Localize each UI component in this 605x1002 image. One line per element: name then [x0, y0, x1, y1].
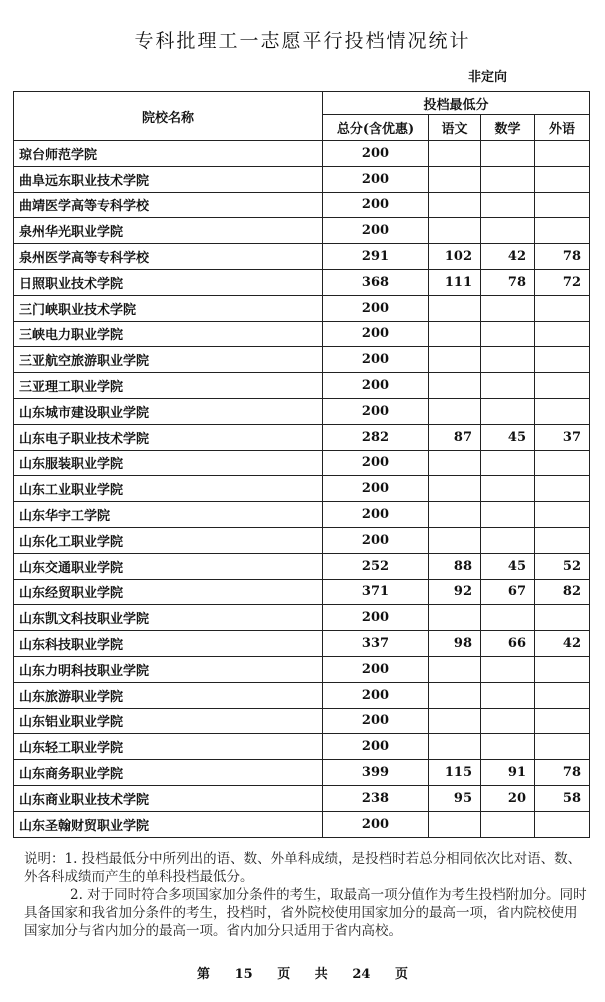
- english-score-cell: 58: [535, 785, 590, 811]
- footer-page-label: 第: [197, 967, 211, 982]
- chinese-score-cell: [429, 141, 481, 167]
- english-score-cell: [535, 476, 590, 502]
- school-name-cell: 山东化工职业学院: [14, 527, 323, 553]
- chinese-score-cell: [429, 811, 481, 837]
- chinese-score-cell: [429, 708, 481, 734]
- school-name-cell: 三亚理工职业学院: [14, 373, 323, 399]
- english-score-cell: [535, 708, 590, 734]
- total-score-cell: 337: [323, 631, 429, 657]
- english-score-cell: [535, 398, 590, 424]
- math-score-cell: [481, 502, 535, 528]
- header-math: 数学: [481, 115, 535, 141]
- school-name-cell: 山东经贸职业学院: [14, 579, 323, 605]
- total-score-cell: 282: [323, 424, 429, 450]
- math-score-cell: 45: [481, 424, 535, 450]
- table-row: [14, 321, 590, 347]
- english-score-cell: 37: [535, 424, 590, 450]
- math-score-cell: 67: [481, 579, 535, 605]
- table-row: [14, 811, 590, 837]
- table-row: [14, 476, 590, 502]
- page-footer: [0, 963, 605, 982]
- english-score-cell: [535, 527, 590, 553]
- math-score-cell: [481, 192, 535, 218]
- english-score-cell: [535, 347, 590, 373]
- table-row: [14, 734, 590, 760]
- math-score-cell: 42: [481, 244, 535, 270]
- table-row: [14, 244, 590, 270]
- table-row: [14, 398, 590, 424]
- school-name-cell: 泉州华光职业学院: [14, 218, 323, 244]
- table-row: [14, 502, 590, 528]
- math-score-cell: [481, 141, 535, 167]
- total-score-cell: 200: [323, 811, 429, 837]
- total-score-cell: 371: [323, 579, 429, 605]
- school-name-cell: 三门峡职业技术学院: [14, 295, 323, 321]
- english-score-cell: 82: [535, 579, 590, 605]
- chinese-score-cell: 115: [429, 760, 481, 786]
- math-score-cell: [481, 527, 535, 553]
- table-row: [14, 708, 590, 734]
- math-score-cell: [481, 218, 535, 244]
- school-name-cell: 山东凯文科技职业学院: [14, 605, 323, 631]
- table-row: [14, 192, 590, 218]
- math-score-cell: 78: [481, 269, 535, 295]
- english-score-cell: 52: [535, 553, 590, 579]
- chinese-score-cell: [429, 476, 481, 502]
- english-score-cell: [535, 605, 590, 631]
- table-row: [14, 527, 590, 553]
- total-score-cell: 399: [323, 760, 429, 786]
- total-score-cell: 200: [323, 527, 429, 553]
- table-row: [14, 166, 590, 192]
- table-row: [14, 450, 590, 476]
- total-score-cell: 252: [323, 553, 429, 579]
- english-score-cell: [535, 811, 590, 837]
- math-score-cell: [481, 373, 535, 399]
- chinese-score-cell: [429, 605, 481, 631]
- note-2: 2. 对于同时符合多项国家加分条件的考生，取最高一项分值作为考生投档附加分。同时具备国家和我省加分条件的考生，投档时，省外院校使用国家加分的最高一项，省内院校使用国家加分与省内加分的最高一项。省内加分只适用于省内高校。: [24, 887, 587, 939]
- school-name-cell: 曲靖医学高等专科学校: [14, 192, 323, 218]
- chinese-score-cell: 95: [429, 785, 481, 811]
- school-name-cell: 曲阜远东职业技术学院: [14, 166, 323, 192]
- chinese-score-cell: [429, 321, 481, 347]
- table-row: [14, 373, 590, 399]
- math-score-cell: [481, 166, 535, 192]
- table-row: [14, 269, 590, 295]
- header-min-score: 投档最低分: [323, 92, 590, 115]
- math-score-cell: 20: [481, 785, 535, 811]
- english-score-cell: [535, 218, 590, 244]
- english-score-cell: [535, 373, 590, 399]
- total-score-cell: 200: [323, 141, 429, 167]
- header-english: 外语: [535, 115, 590, 141]
- english-score-cell: [535, 141, 590, 167]
- total-score-cell: 200: [323, 321, 429, 347]
- header-chinese: 语文: [429, 115, 481, 141]
- english-score-cell: [535, 192, 590, 218]
- note-1: 说明：1. 投档最低分中所列出的语、数、外单科成绩，是投档时若总分相同依次比对语、数、外各科成绩而产生的单科投档最低分。: [24, 851, 582, 885]
- total-score-cell: 200: [323, 218, 429, 244]
- school-name-cell: 泉州医学高等专科学校: [14, 244, 323, 270]
- total-score-cell: 200: [323, 502, 429, 528]
- english-score-cell: [535, 321, 590, 347]
- total-score-cell: 200: [323, 192, 429, 218]
- school-name-cell: 日照职业技术学院: [14, 269, 323, 295]
- english-score-cell: [535, 450, 590, 476]
- table-row: [14, 682, 590, 708]
- math-score-cell: [481, 450, 535, 476]
- school-name-cell: 山东商务职业学院: [14, 760, 323, 786]
- document-title: 专科批理工一志愿平行投档情况统计: [134, 30, 471, 52]
- math-score-cell: [481, 476, 535, 502]
- notes: [24, 850, 590, 940]
- total-score-cell: 200: [323, 682, 429, 708]
- school-name-cell: 三亚航空旅游职业学院: [14, 347, 323, 373]
- total-score-cell: 200: [323, 398, 429, 424]
- chinese-score-cell: [429, 218, 481, 244]
- school-name-cell: 山东旅游职业学院: [14, 682, 323, 708]
- school-name-cell: 山东电子职业技术学院: [14, 424, 323, 450]
- english-score-cell: 78: [535, 244, 590, 270]
- math-score-cell: [481, 347, 535, 373]
- total-score-cell: 238: [323, 785, 429, 811]
- footer-total-number: 24: [352, 967, 371, 982]
- table-row: [14, 760, 590, 786]
- math-score-cell: 66: [481, 631, 535, 657]
- chinese-score-cell: 102: [429, 244, 481, 270]
- table-row: [14, 605, 590, 631]
- total-score-cell: 200: [323, 734, 429, 760]
- table-row: [14, 553, 590, 579]
- table-row: [14, 579, 590, 605]
- table-row: [14, 218, 590, 244]
- chinese-score-cell: 111: [429, 269, 481, 295]
- english-score-cell: 42: [535, 631, 590, 657]
- table-body: [14, 141, 590, 838]
- table-row: [14, 785, 590, 811]
- total-score-cell: 200: [323, 656, 429, 682]
- school-name-cell: 山东服装职业学院: [14, 450, 323, 476]
- english-score-cell: 72: [535, 269, 590, 295]
- chinese-score-cell: 88: [429, 553, 481, 579]
- total-score-cell: 200: [323, 605, 429, 631]
- math-score-cell: [481, 734, 535, 760]
- chinese-score-cell: [429, 682, 481, 708]
- school-name-cell: 山东商业职业技术学院: [14, 785, 323, 811]
- table-row: [14, 424, 590, 450]
- footer-total-label: 共: [314, 967, 328, 982]
- chinese-score-cell: [429, 502, 481, 528]
- school-name-cell: 山东轻工职业学院: [14, 734, 323, 760]
- table-row: [14, 656, 590, 682]
- total-score-cell: 200: [323, 708, 429, 734]
- chinese-score-cell: [429, 656, 481, 682]
- chinese-score-cell: [429, 527, 481, 553]
- total-score-cell: 200: [323, 476, 429, 502]
- chinese-score-cell: [429, 166, 481, 192]
- total-score-cell: 368: [323, 269, 429, 295]
- total-score-cell: 200: [323, 450, 429, 476]
- math-score-cell: [481, 811, 535, 837]
- chinese-score-cell: [429, 398, 481, 424]
- admission-table: [13, 91, 590, 838]
- chinese-score-cell: [429, 295, 481, 321]
- footer-total-word: 页: [394, 967, 408, 982]
- footer-page-number: 15: [234, 967, 253, 982]
- math-score-cell: [481, 656, 535, 682]
- english-score-cell: [535, 734, 590, 760]
- math-score-cell: 91: [481, 760, 535, 786]
- math-score-cell: [481, 605, 535, 631]
- total-score-cell: 291: [323, 244, 429, 270]
- table-row: [14, 347, 590, 373]
- chinese-score-cell: [429, 347, 481, 373]
- english-score-cell: [535, 166, 590, 192]
- school-name-cell: 山东圣翰财贸职业学院: [14, 811, 323, 837]
- school-name-cell: 山东科技职业学院: [14, 631, 323, 657]
- chinese-score-cell: [429, 192, 481, 218]
- total-score-cell: 200: [323, 295, 429, 321]
- school-name-cell: 山东力明科技职业学院: [14, 656, 323, 682]
- english-score-cell: [535, 502, 590, 528]
- school-name-cell: 山东铝业职业学院: [14, 708, 323, 734]
- chinese-score-cell: 87: [429, 424, 481, 450]
- document-subtitle: 非定向: [468, 70, 508, 85]
- math-score-cell: [481, 295, 535, 321]
- total-score-cell: 200: [323, 347, 429, 373]
- math-score-cell: [481, 682, 535, 708]
- school-name-cell: 山东工业职业学院: [14, 476, 323, 502]
- math-score-cell: [481, 398, 535, 424]
- english-score-cell: [535, 656, 590, 682]
- table-row: [14, 631, 590, 657]
- school-name-cell: 琼台师范学院: [14, 141, 323, 167]
- chinese-score-cell: [429, 450, 481, 476]
- english-score-cell: [535, 295, 590, 321]
- footer-page-word: 页: [277, 967, 291, 982]
- school-name-cell: 山东交通职业学院: [14, 553, 323, 579]
- header-total: 总分(含优惠): [323, 115, 429, 141]
- total-score-cell: 200: [323, 373, 429, 399]
- school-name-cell: 三峡电力职业学院: [14, 321, 323, 347]
- math-score-cell: [481, 321, 535, 347]
- math-score-cell: [481, 708, 535, 734]
- school-name-cell: 山东城市建设职业学院: [14, 398, 323, 424]
- english-score-cell: 78: [535, 760, 590, 786]
- header-school: 院校名称: [14, 92, 323, 141]
- chinese-score-cell: [429, 734, 481, 760]
- chinese-score-cell: 98: [429, 631, 481, 657]
- total-score-cell: 200: [323, 166, 429, 192]
- english-score-cell: [535, 682, 590, 708]
- math-score-cell: 45: [481, 553, 535, 579]
- chinese-score-cell: 92: [429, 579, 481, 605]
- table-row: [14, 295, 590, 321]
- school-name-cell: 山东华宇工学院: [14, 502, 323, 528]
- chinese-score-cell: [429, 373, 481, 399]
- table-row: [14, 141, 590, 167]
